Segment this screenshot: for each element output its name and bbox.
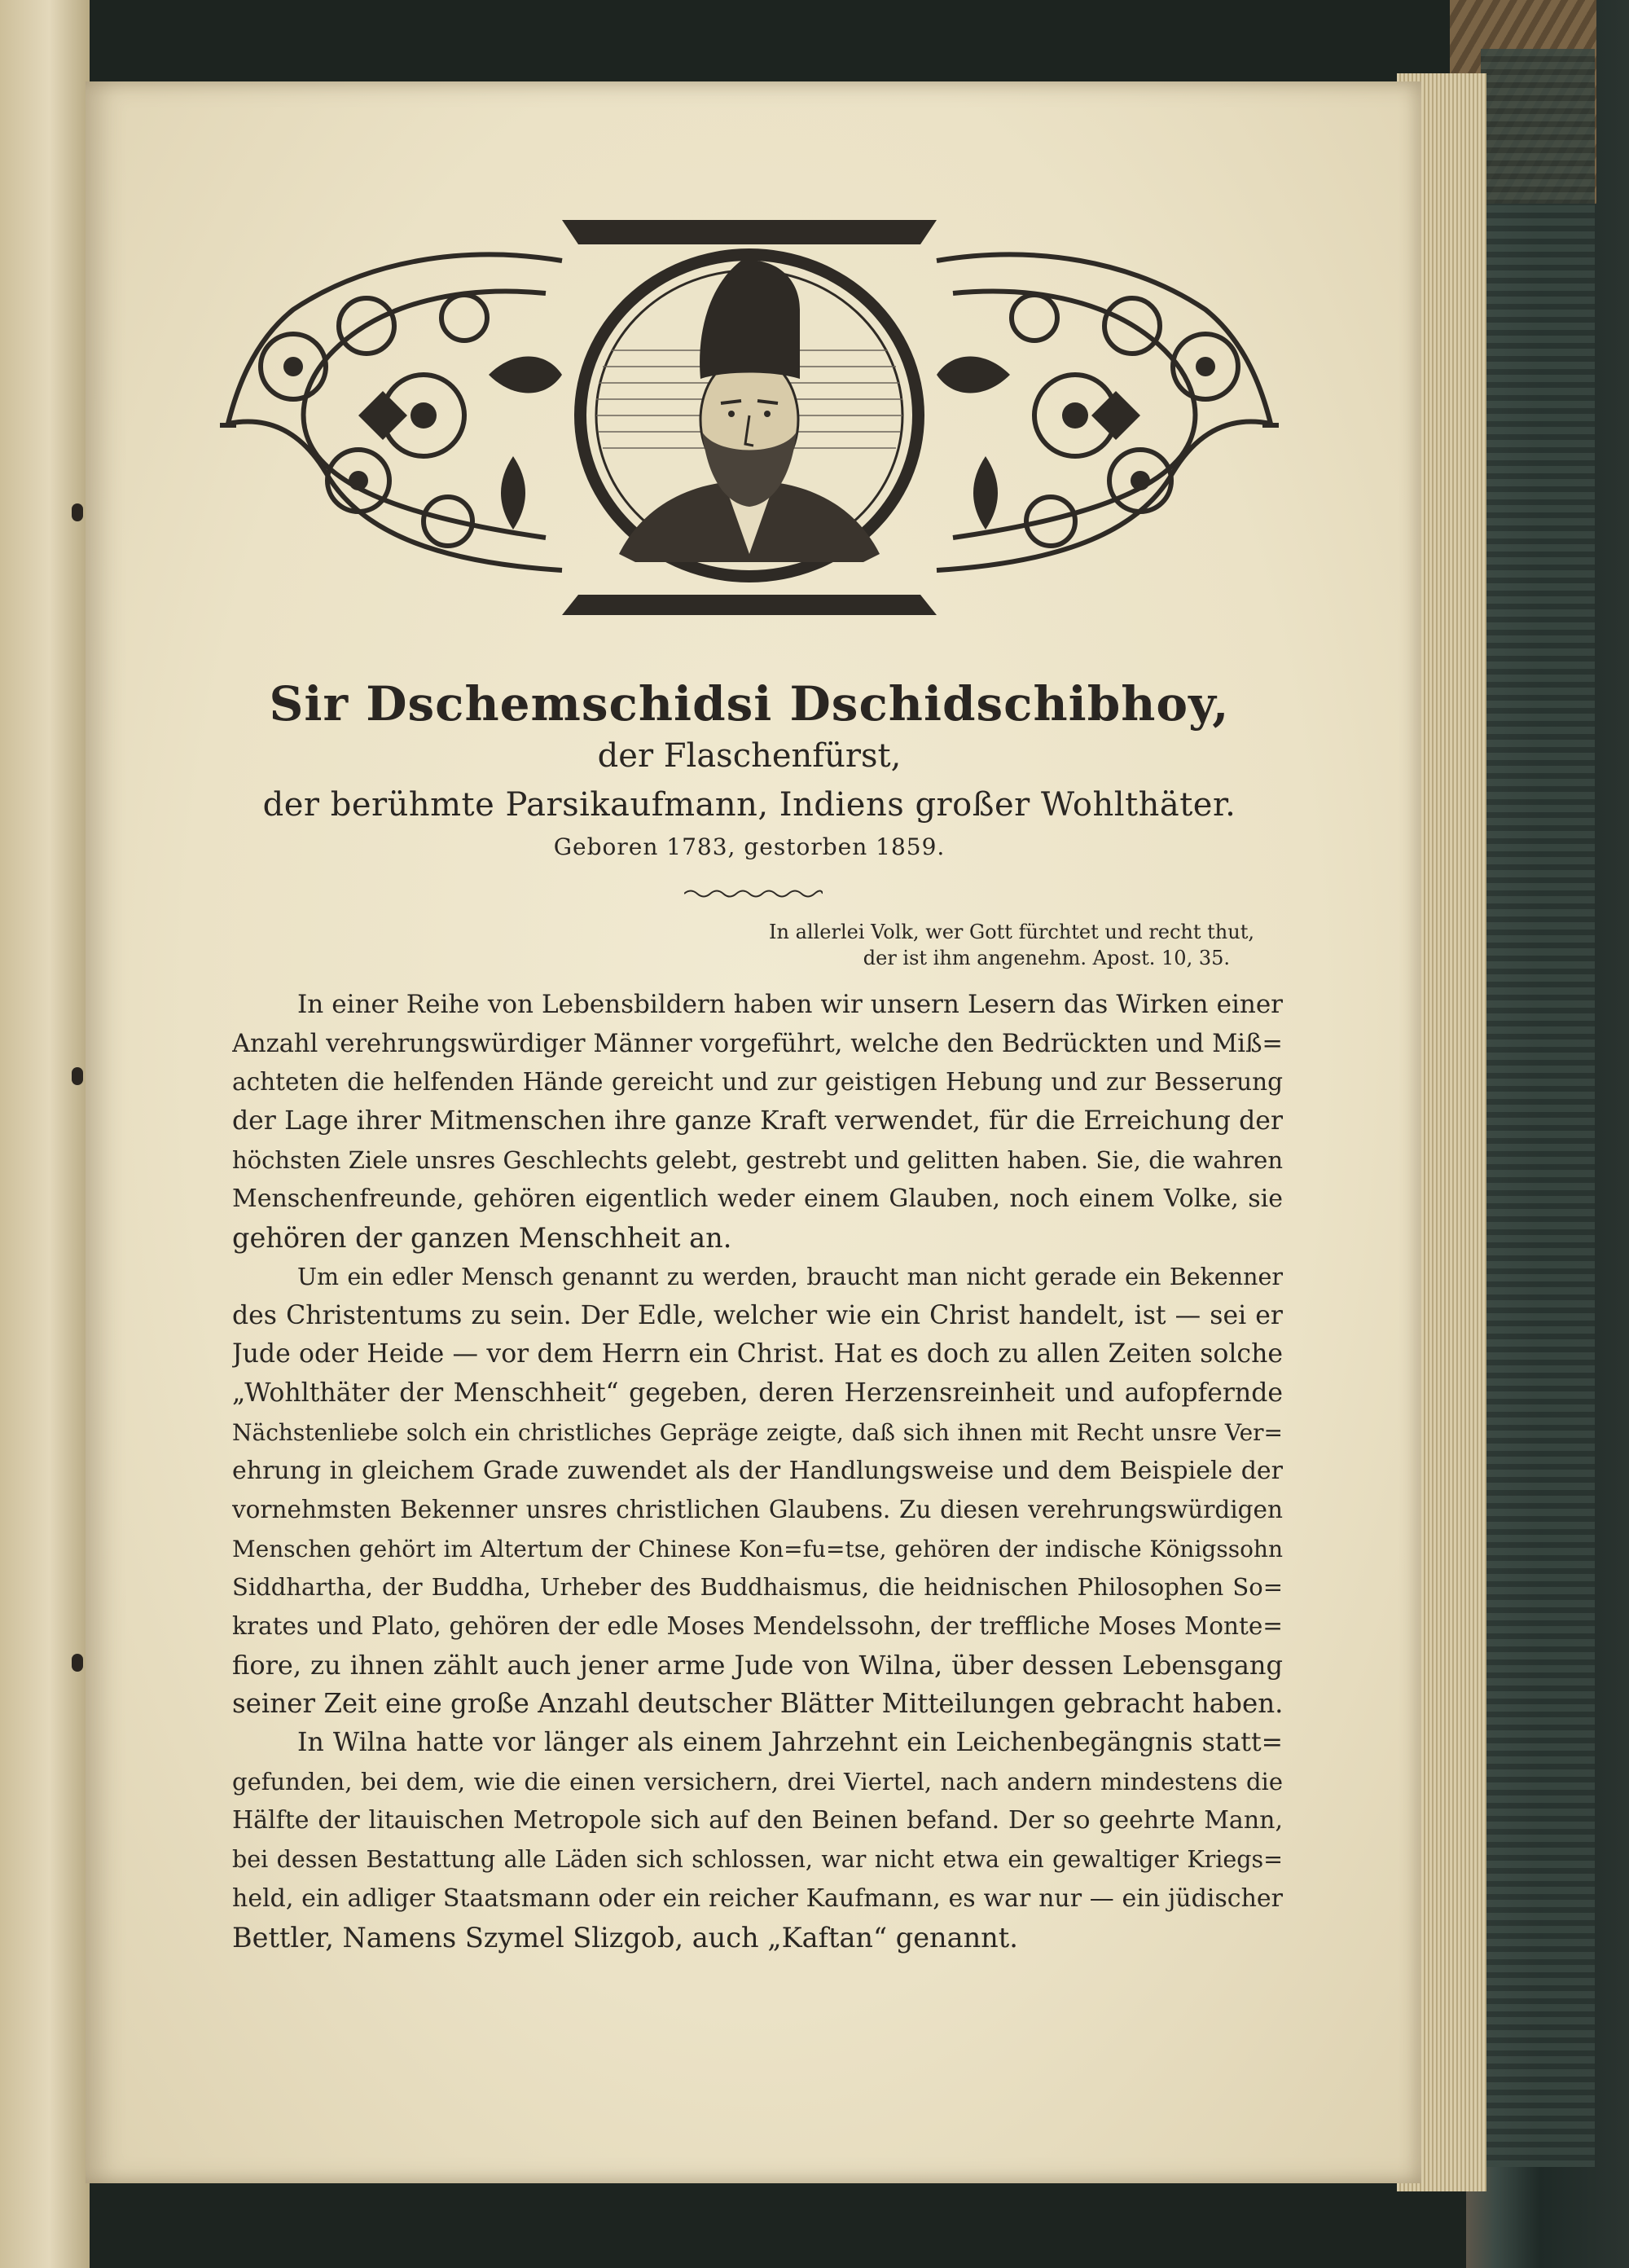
text-line: gefunden, bei dem, wie die einen versichern, drei Viertel, nach andern mindestens die	[232, 1767, 1283, 1796]
page-title: Sir Dschemschidsi Dschidschibhoy,	[269, 676, 1230, 732]
paragraph	[232, 986, 1283, 1258]
life-dates: Geboren 1783, gestorben 1859.	[553, 833, 946, 860]
text-line: Menschen gehört im Altertum der Chinese Kon=fu=tse, gehören der indische Königssohn	[232, 1535, 1283, 1563]
text-line: Bettler, Namens Szymel Slizgob, auch „Kaftan“ genannt.	[232, 1921, 1018, 1954]
text-line: ehrung in gleichem Grade zuwendet als der Handlungsweise und dem Beispiele der	[232, 1457, 1283, 1486]
text-line: fiore, zu ihnen zählt auch jener arme Jude von Wilna, über dessen Lebensgang	[232, 1649, 1283, 1681]
text-line: Menschenfreunde, gehören eigentlich weder einem Glauben, noch einem Volke, sie	[232, 1185, 1283, 1214]
subtitle-nickname: der Flaschenfürst,	[597, 737, 902, 775]
paragraph	[232, 1258, 1283, 1724]
text-line: des Christentums zu sein. Der Edle, welcher wie ein Christ handelt, ist — sei er	[232, 1300, 1283, 1330]
text-line: Anzahl verehrungswürdiger Männer vorgeführt, welche den Bedrückten und Miß=	[232, 1029, 1283, 1058]
text-line: Jude oder Heide — vor dem Herrn ein Christ. Hat es doch zu allen Zeiten solche	[232, 1339, 1283, 1369]
text-line: Hälfte der litauischen Metropole sich auf den Beinen befand. Der so geehrte Mann,	[232, 1806, 1283, 1835]
text-line: In Wilna hatte vor länger als einem Jahrzehnt ein Leichenbegängnis statt=	[297, 1728, 1283, 1758]
text-line: der Lage ihrer Mitmenschen ihre ganze Kraft verwendet, für die Erreichung der	[232, 1106, 1283, 1136]
text-line: held, ein adliger Staatsmann oder ein reicher Kaufmann, es war nur — ein jüdischer	[232, 1883, 1283, 1913]
epigraph-line: In allerlei Volk, wer Gott fürchtet und recht thut,	[769, 921, 1254, 943]
subtitle-description: der berühmte Parsikaufmann, Indiens großer Wohlthäter.	[262, 786, 1236, 824]
text-line: In einer Reihe von Lebensbildern haben wir unsern Lesern das Wirken einer	[297, 990, 1283, 1019]
text-line: höchsten Ziele unsres Geschlechts gelebt, gestrebt und gelitten haben. Sie, die wahren	[232, 1145, 1283, 1174]
text-line: Siddhartha, der Buddha, Urheber des Buddhaismus, die heidnischen Philosophen So=	[232, 1573, 1283, 1602]
epigraph-line: der ist ihm angenehm. Apost. 10, 35.	[863, 947, 1230, 969]
body-text	[232, 986, 1283, 1957]
text-line: vornehmsten Bekenner unsres christlichen Glaubens. Zu diesen verehrungswürdigen	[232, 1495, 1283, 1523]
text-line: „Wohlthäter der Menschheit“ gegeben, deren Herzensreinheit und aufopfernde	[232, 1378, 1283, 1408]
text-line: krates und Plato, gehören der edle Moses Mendelssohn, der treffliche Moses Monte=	[232, 1612, 1283, 1640]
decorative-wavy-rule	[684, 888, 823, 899]
text-line: Um ein edler Mensch genannt zu werden, braucht man nicht gerade ein Bekenner	[297, 1263, 1283, 1290]
text-line: seiner Zeit eine große Anzahl deutscher Blätter Mitteilungen gebracht haben.	[232, 1688, 1283, 1720]
epigraph	[717, 919, 1254, 971]
text-line: bei dessen Bestattung alle Läden sich schlossen, war nicht etwa ein gewaltiger Kriegs=	[232, 1846, 1283, 1874]
text-line: gehören der ganzen Menschheit an.	[232, 1222, 732, 1255]
paragraph	[232, 1724, 1283, 1957]
text-line: achteten die helfenden Hände gereicht und zur geistigen Hebung und zur Besserung	[232, 1068, 1283, 1097]
text-line: Nächstenliebe solch ein christliches Gepräge zeigte, daß sich ihnen mit Recht unsre Ver=	[232, 1418, 1283, 1446]
